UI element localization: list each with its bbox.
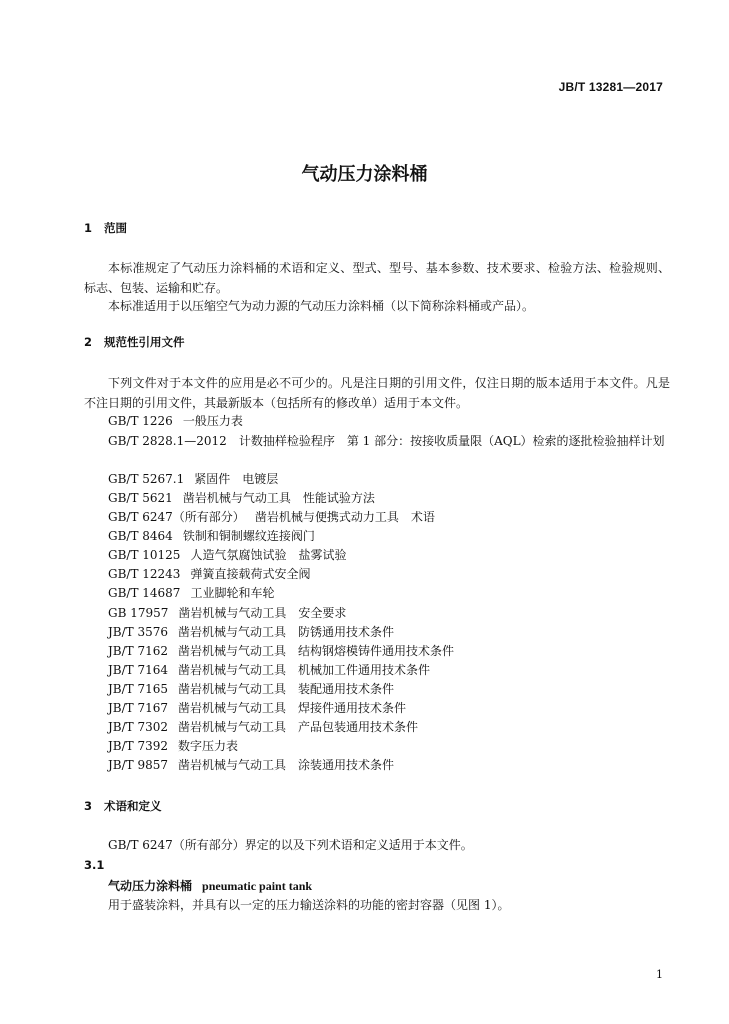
reference-title: 一般压力表 xyxy=(182,414,243,428)
section-title: 范围 xyxy=(104,221,127,235)
reference-title: 凿岩机械与气动工具 涂装通用技术条件 xyxy=(178,758,395,772)
reference-title: 凿岩机械与气动工具 机械加工件通用技术条件 xyxy=(178,663,431,677)
standard-code: JB/T 13281—2017 xyxy=(558,80,663,94)
reference-item xyxy=(108,604,346,622)
reference-item xyxy=(108,699,406,717)
reference-item xyxy=(108,470,278,488)
reference-code: GB/T 6247（所有部分） xyxy=(108,510,245,524)
reference-title: 凿岩机械与气动工具 产品包装通用技术条件 xyxy=(178,720,419,734)
reference-item xyxy=(108,546,346,564)
reference-item xyxy=(108,508,435,526)
reference-item xyxy=(108,680,394,698)
reference-title: 计数抽样检验程序 第 1 部分：按接收质量限（AQL）检索的逐批检验抽样计划 xyxy=(238,434,665,448)
reference-code: JB/T 7165 xyxy=(108,682,169,696)
reference-item xyxy=(108,527,315,545)
reference-title: 凿岩机械与气动工具 防锈通用技术条件 xyxy=(178,625,395,639)
reference-code: GB/T 5621 xyxy=(108,491,173,505)
section-3-heading xyxy=(84,798,162,814)
reference-title: 凿岩机械与气动工具 性能试验方法 xyxy=(182,491,375,505)
reference-item xyxy=(108,412,243,430)
section-title: 规范性引用文件 xyxy=(104,335,185,349)
reference-code: JB/T 3576 xyxy=(108,625,169,639)
reference-title: 凿岩机械与气动工具 装配通用技术条件 xyxy=(178,682,395,696)
section-1-paragraph-1: 本标准规定了气动压力涂料桶的术语和定义、型式、型号、基本参数、技术要求、检验方法、检验规则、标志、包装、运输和贮存。 xyxy=(84,261,670,295)
reference-code: JB/T 7164 xyxy=(108,663,169,677)
reference-code: GB/T 12243 xyxy=(108,567,181,581)
section-number: 1 xyxy=(84,221,93,235)
reference-title: 弹簧直接载荷式安全阀 xyxy=(190,567,311,581)
reference-item xyxy=(108,623,394,641)
reference-code: GB/T 1226 xyxy=(108,414,173,428)
reference-title: 人造气氛腐蚀试验 盐雾试验 xyxy=(190,548,347,562)
section-2-intro: 下列文件对于本文件的应用是必不可少的。凡是注日期的引用文件，仅注日期的版本适用于本文件。凡是不注日期的引用文件，其最新版本（包括所有的修改单）适用于本文件。 xyxy=(84,376,670,410)
reference-code: JB/T 7167 xyxy=(108,701,169,715)
section-1-paragraph-2: 本标准适用于以压缩空气为动力源的气动压力涂料桶（以下简称涂料桶或产品）。 xyxy=(108,299,535,313)
reference-code: JB/T 7302 xyxy=(108,720,169,734)
section-1-heading xyxy=(84,220,127,236)
section-2-heading xyxy=(84,334,185,350)
reference-title: 凿岩机械与便携式动力工具 术语 xyxy=(254,510,435,524)
page-number: 1 xyxy=(656,968,663,981)
reference-code: GB 17957 xyxy=(108,606,169,620)
document-title: 气动压力涂料桶 xyxy=(301,164,428,185)
reference-title: 铁制和铜制螺纹连接阀门 xyxy=(182,529,315,543)
reference-item xyxy=(108,489,375,507)
reference-item xyxy=(108,661,430,679)
reference-item xyxy=(108,737,238,755)
section-number: 2 xyxy=(84,335,93,349)
reference-code: JB/T 9857 xyxy=(108,758,169,772)
clause-number: 3.1 xyxy=(84,858,105,872)
reference-item xyxy=(108,756,394,774)
section-3-intro: GB/T 6247（所有部分）界定的以及下列术语和定义适用于本文件。 xyxy=(108,838,473,852)
reference-item xyxy=(108,718,418,736)
section-title: 术语和定义 xyxy=(104,799,162,813)
reference-item xyxy=(108,584,274,602)
reference-title: 凿岩机械与气动工具 结构钢熔模铸件通用技术条件 xyxy=(178,644,455,658)
reference-code: JB/T 7162 xyxy=(108,644,169,658)
reference-code: JB/T 7392 xyxy=(108,739,169,753)
reference-title: 紧固件 电镀层 xyxy=(194,472,279,486)
reference-item xyxy=(84,432,674,450)
reference-title: 凿岩机械与气动工具 安全要求 xyxy=(178,606,347,620)
reference-item xyxy=(108,565,310,583)
reference-title: 凿岩机械与气动工具 焊接件通用技术条件 xyxy=(178,701,407,715)
reference-code: GB/T 5267.1 xyxy=(108,472,185,486)
term-entry xyxy=(108,877,312,894)
reference-code: GB/T 2828.1—2012 xyxy=(108,434,227,448)
term-english: pneumatic paint tank xyxy=(202,879,313,893)
reference-item xyxy=(108,642,454,660)
reference-title: 数字压力表 xyxy=(178,739,239,753)
term-chinese: 气动压力涂料桶 xyxy=(108,879,193,893)
reference-code: GB/T 8464 xyxy=(108,529,173,543)
reference-code: GB/T 14687 xyxy=(108,586,181,600)
reference-title: 工业脚轮和车轮 xyxy=(190,586,275,600)
section-number: 3 xyxy=(84,799,93,813)
term-definition: 用于盛装涂料，并具有以一定的压力输送涂料的功能的密封容器（见图 1）。 xyxy=(108,898,510,912)
reference-code: GB/T 10125 xyxy=(108,548,181,562)
